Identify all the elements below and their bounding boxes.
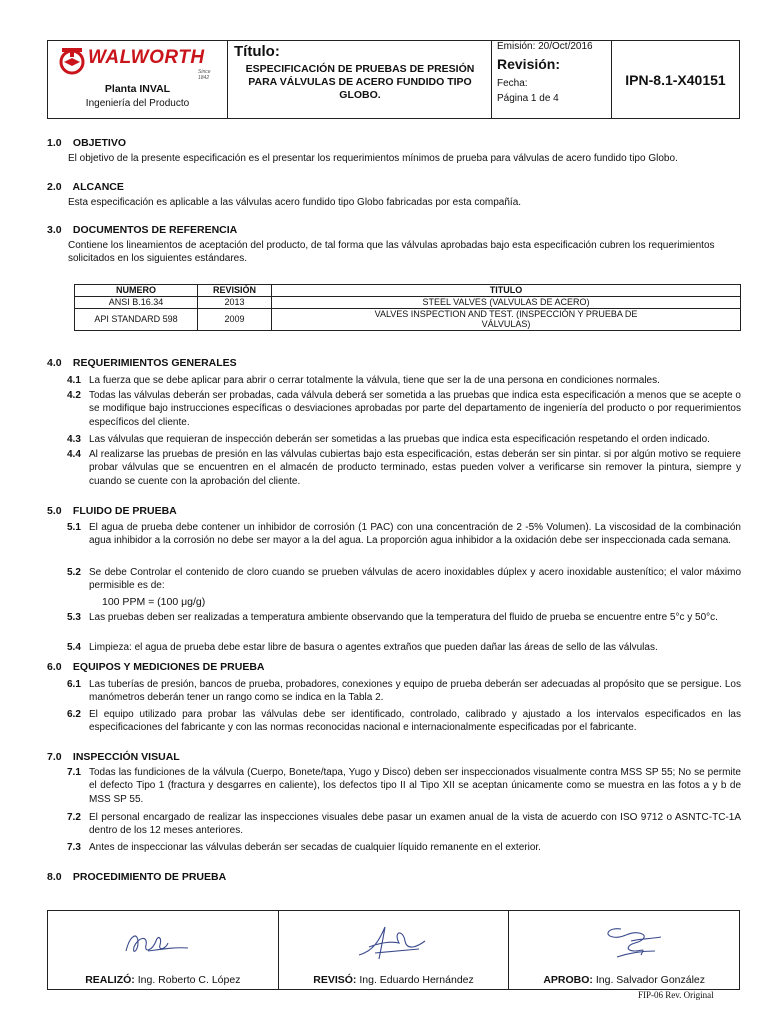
item-text: Al realizarse las pruebas de presión en las válvulas cubiertas bajo esta especificación, estas deberán ser sin pintar. si por algún motivo se requiere probar válvulas que se encuentren en el almacén de producto terminado, estas pueden volver a verificarse sin remover la pintura, siempre y cuando se cuente con la aprobación del cliente. [89,449,741,487]
list-item [67,374,741,387]
item-text: Las tuberías de presión, bancos de prueba, probadores, conexiones y equipo de prueba deberán ser adecuadas al propósito que se persigue. Los manómetros deberán tener un rango como se indica en la Tabla 2. [89,679,741,704]
signature-cell-realizo [48,911,278,989]
section-number: 7.0 [47,751,62,763]
list-item [67,433,741,446]
item-text: El agua de prueba debe contener un inhibidor de corrosión (1 PAC) con una concentración de 2 -5% Volumen). La viscosidad de la combinación agua inhibidor a la corrosión no debe ser mayor a la del agua. La proporción agua inhibidor a la oxidación debe ser inspeccionada cada semana. [89,522,741,547]
handwritten-signature-icon [108,921,218,963]
item-number: 4.2 [67,390,81,401]
list-item [67,811,741,838]
table-header-cell: REVISIÓN [198,285,272,297]
section-heading-alcance [47,181,124,193]
signature-caption [279,974,509,986]
handwritten-signature-icon [339,921,449,963]
list-item [67,841,741,854]
table-header-row [75,285,741,297]
section-heading-objetivo [47,137,126,149]
section-number: 6.0 [47,661,62,673]
signature-cell-aprobo [508,911,739,989]
item-text: Las pruebas deben ser realizadas a temperatura ambiente observando que la temperatura del fluido de prueba se encuentre entre 5°c y 50°c. [89,612,718,623]
item-text: Todas las fundiciones de la válvula (Cuerpo, Bonete/tapa, Yugo y Disco) deben ser inspeccionados visualmente contra MSS SP 55; No se permite el defecto Tipo 1 (fractura y desgarres en caliente), los defectos tipo II al Tipo XII se aceptan únicamente como se muestra en las fotos a y b de MSS SP 55. [89,767,741,805]
section-text-referencia: Contiene los lineamientos de aceptación del producto, de tal forma que las válvulas aprobadas bajo esta especificación cubren los requerimientos solicitados en los siguientes estándares. [68,240,715,265]
signature-name: Ing. Salvador González [595,974,706,986]
item-number: 5.1 [67,522,81,533]
reference-table [74,284,741,331]
section-title: FLUIDO DE PRUEBA [72,505,177,517]
section-heading-fluido [47,505,177,517]
signature-role: REALIZÓ: [85,974,135,986]
code-cell [612,41,739,118]
logo-cell [48,41,228,118]
signature-role: REVISÓ: [313,974,357,986]
section-heading-referencia [47,224,237,236]
section-heading-procedimiento [47,871,226,883]
section-text-objetivo: El objetivo de la presente especificación es el presentar los requerimientos mínimos de prueba para válvulas de acero fundido tipo Globo. [68,153,678,164]
table-cell: API STANDARD 598 [75,308,198,330]
section-number: 8.0 [47,871,62,883]
valve-emblem-icon [58,45,86,75]
item-number: 6.1 [67,679,81,690]
emission-date: Emisión: 20/Oct/2016 [497,41,593,52]
table-cell: 2013 [198,297,272,309]
walworth-logo [58,45,218,81]
signature-caption [48,974,278,986]
section-number: 2.0 [47,181,62,193]
signature-block [47,910,740,990]
list-item [67,448,741,488]
section-number: 1.0 [47,137,62,149]
item-number: 5.2 [67,567,81,578]
list-item [67,611,741,624]
item-text: 100 PPM = (100 μg/g) [102,596,206,608]
section-heading-equipos [47,661,265,673]
handwritten-signature-icon [569,921,679,963]
revision-label: Revisión: [497,56,561,72]
section-heading-inspeccion [47,751,180,763]
section-number: 3.0 [47,224,62,236]
item-text: La fuerza que se debe aplicar para abrir o cerrar totalmente la válvula, tiene que ser la de una persona en condiciones normales. [89,375,660,386]
section-title: ALCANCE [72,181,124,193]
document-code: IPN-8.1-X40151 [625,71,726,88]
date-label: Fecha: [497,78,528,89]
list-item [67,389,741,429]
table-cell: ANSI B.16.34 [75,297,198,309]
table-cell: 2009 [198,308,272,330]
item-number: 4.4 [67,449,81,460]
document-title: ESPECIFICACIÓN DE PRUEBAS DE PRESIÓN PARA VÁLVULAS DE ACERO FUNDIDO TIPO GLOBO. [245,63,475,101]
list-item [67,708,741,735]
table-cell: STEEL VALVES (VALVULAS DE ACERO) [272,297,741,309]
signature-caption [509,974,739,986]
section-title: PROCEDIMIENTO DE PRUEBA [72,871,227,883]
form-footer: FIP-06 Rev. Original [638,990,714,1000]
item-text: Las válvulas que requieran de inspección deberán ser sometidas a las pruebas que indica esta especificación respetando el orden indicado. [89,434,710,445]
list-item [67,566,741,593]
section-text-alcance: Esta especificación es aplicable a las válvulas acero fundido tipo Globo fabricadas por esta compañía. [68,197,522,208]
table-cell: VALVES INSPECTION AND TEST. (INSPECCIÓN Y PRUEBA DE VÁLVULAS) [272,308,741,330]
item-number: 7.3 [67,842,81,853]
list-item [67,678,741,705]
item-number: 5.4 [67,642,81,653]
signature-name: Ing. Roberto C. López [137,974,241,986]
signature-cell-reviso [278,911,509,989]
item-number: 7.2 [67,812,81,823]
item-text: El equipo utilizado para probar las válvulas debe ser identificado, controlado, calibrado y ajustado a los intervalos especificados en las especificaciones del fabricante y con las normas reconocidas nacional e internacionalmente especificadas por el fabricante. [89,709,741,734]
section-title: DOCUMENTOS DE REFERENCIA [72,224,238,236]
item-number: 6.2 [67,709,81,720]
section-title: REQUERIMIENTOS GENERALES [72,357,237,369]
list-item [102,596,402,609]
item-text: Limpieza: el agua de prueba debe estar libre de basura o agentes extraños que pueden dañar las áreas de sello de las válvulas. [89,642,658,653]
table-header-cell: TITULO [272,285,741,297]
item-number: 4.3 [67,434,81,445]
list-item [67,641,741,654]
signature-name: Ing. Eduardo Hernández [359,974,474,986]
table-row [75,297,741,309]
section-number: 4.0 [47,357,62,369]
plant-name: Planta INVAL [104,83,171,95]
item-number: 4.1 [67,375,81,386]
signature-role: APROBO: [543,974,593,986]
item-number: 5.3 [67,612,81,623]
logo-since: Since 1842 [198,69,211,81]
table-row [75,308,741,330]
table-header-cell: NUMERO [75,285,198,297]
revision-cell [492,41,612,118]
title-label: Título: [234,43,280,60]
list-item [67,766,741,806]
section-title: INSPECCIÓN VISUAL [72,751,180,763]
title-cell [228,41,492,118]
list-item [67,521,741,548]
item-number: 7.1 [67,767,81,778]
item-text: El personal encargado de realizar las inspecciones visuales debe pasar un examen anual de la vista de acuerdo con ISO 9712 o ASNTC-TC-1A dentro de los 12 meses anteriores. [89,812,741,837]
logo-text: WALWORTH [88,47,205,68]
section-heading-requerimientos [47,357,237,369]
item-text: Todas las válvulas deberán ser probadas, cada válvula deberá ser sometida a las pruebas que indica esta especificación a menos que se acepte o se modifique bajo instrucciones específicas o desviaciones aprobadas por parte del departamento de ingeniería del producto o por requerimientos específicos del cliente. [89,390,741,428]
section-number: 5.0 [47,505,62,517]
page-number: Página 1 de 4 [497,93,559,104]
section-title: EQUIPOS Y MEDICIONES DE PRUEBA [72,661,265,673]
document-header [47,40,740,119]
section-title: OBJETIVO [72,137,127,149]
department-name: Ingeniería del Producto [85,98,190,109]
item-text: Antes de inspeccionar las válvulas deberán ser secadas de cualquier líquido remanente en el exterior. [89,842,541,853]
item-text: Se debe Controlar el contenido de cloro cuando se prueben válvulas de acero inoxidables dúplex y acero inoxidable austenítico; el valor máximo permisible es de: [89,567,741,592]
